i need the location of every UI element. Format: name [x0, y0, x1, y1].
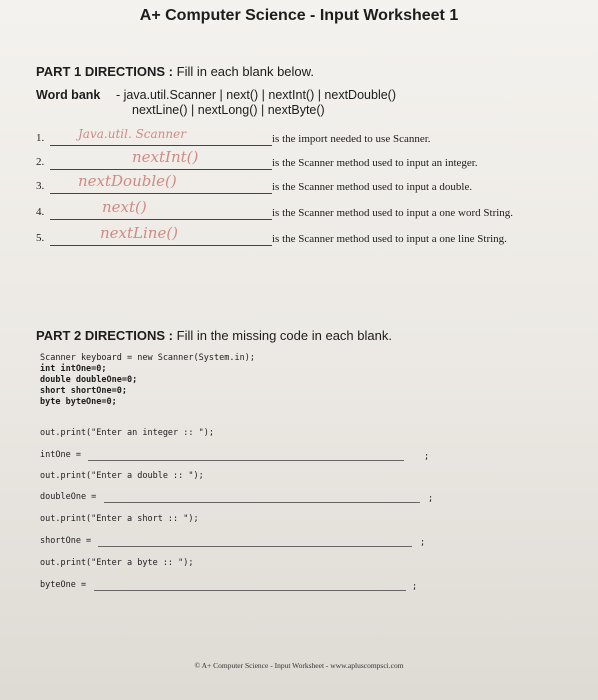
part2-heading: PART 2 DIRECTIONS :	[36, 328, 173, 343]
page-title: A+ Computer Science - Input Worksheet 1	[139, 7, 459, 24]
handwritten-answer[interactable]: next()	[102, 198, 147, 216]
handwritten-answer[interactable]: nextDouble()	[78, 172, 177, 190]
part1-heading: PART 1 DIRECTIONS :	[36, 64, 173, 79]
code-prompt-line: out.print("Enter a short :: ");	[40, 514, 199, 524]
code-prompt-line: out.print("Enter an integer :: ");	[40, 428, 214, 438]
code-semicolon: ;	[420, 538, 426, 548]
blank-line	[50, 245, 272, 246]
blank-row-1	[36, 127, 576, 148]
code-assign-label: doubleOne =	[40, 492, 97, 502]
part2-directions	[36, 328, 392, 343]
word-bank-line-1: - java.util.Scanner | next() | nextInt() | nextDouble()	[116, 88, 396, 102]
code-prompt-line: out.print("Enter a byte :: ");	[40, 558, 194, 568]
word-bank-line-2: nextLine() | nextLong() | nextByte()	[132, 103, 325, 117]
code-semicolon: ;	[412, 582, 418, 592]
blank-description: is the Scanner method used to input an integer.	[272, 157, 478, 169]
code-declaration: Scanner keyboard = new Scanner(System.in);	[40, 353, 255, 363]
handwritten-answer[interactable]: nextLine()	[100, 224, 179, 242]
blank-number: 4.	[36, 206, 45, 218]
blank-description: is the Scanner method used to input a one word String.	[272, 207, 514, 219]
part1-text: Fill in each blank below.	[176, 64, 314, 79]
page-footer: © A+ Computer Science - Input Worksheet - www.apluscompsci.com	[194, 661, 404, 670]
code-assign-label: byteOne =	[40, 580, 87, 590]
blank-description: is the Scanner method used to input a one line String.	[272, 233, 507, 245]
blank-row-4	[36, 198, 576, 222]
code-fill-blank[interactable]	[104, 502, 420, 503]
blank-number: 3.	[36, 180, 45, 192]
word-bank-label: Word bank	[36, 88, 101, 102]
code-semicolon: ;	[424, 452, 430, 462]
code-declaration: short shortOne=0;	[40, 386, 127, 396]
blank-line	[50, 145, 272, 146]
blank-row-2	[36, 148, 576, 172]
code-fill-blank[interactable]	[94, 590, 406, 591]
blank-row-5	[36, 224, 576, 248]
blank-description: is the import needed to use Scanner.	[272, 133, 431, 145]
code-assign-label: intOne =	[40, 450, 81, 460]
code-fill-blank[interactable]	[98, 546, 412, 547]
code-declaration: byte byteOne=0;	[40, 397, 117, 407]
handwritten-answer[interactable]: nextInt()	[132, 148, 199, 166]
blank-number: 1.	[36, 132, 45, 144]
blank-number: 5.	[36, 232, 45, 244]
blank-line	[50, 169, 272, 170]
code-semicolon: ;	[428, 494, 434, 504]
code-fill-blank[interactable]	[88, 460, 404, 461]
code-declaration: double doubleOne=0;	[40, 375, 138, 385]
blank-line	[50, 193, 272, 194]
blank-line	[50, 219, 272, 220]
code-prompt-line: out.print("Enter a double :: ");	[40, 471, 204, 481]
blank-row-3	[36, 172, 576, 196]
handwritten-answer[interactable]: Java.util. Scanner	[78, 127, 186, 141]
part2-text: Fill in the missing code in each blank.	[176, 328, 392, 343]
blank-number: 2.	[36, 156, 45, 168]
code-declaration: int intOne=0;	[40, 364, 107, 374]
blank-description: is the Scanner method used to input a double.	[272, 181, 473, 193]
code-assign-label: shortOne =	[40, 536, 92, 546]
part1-directions	[36, 64, 314, 79]
